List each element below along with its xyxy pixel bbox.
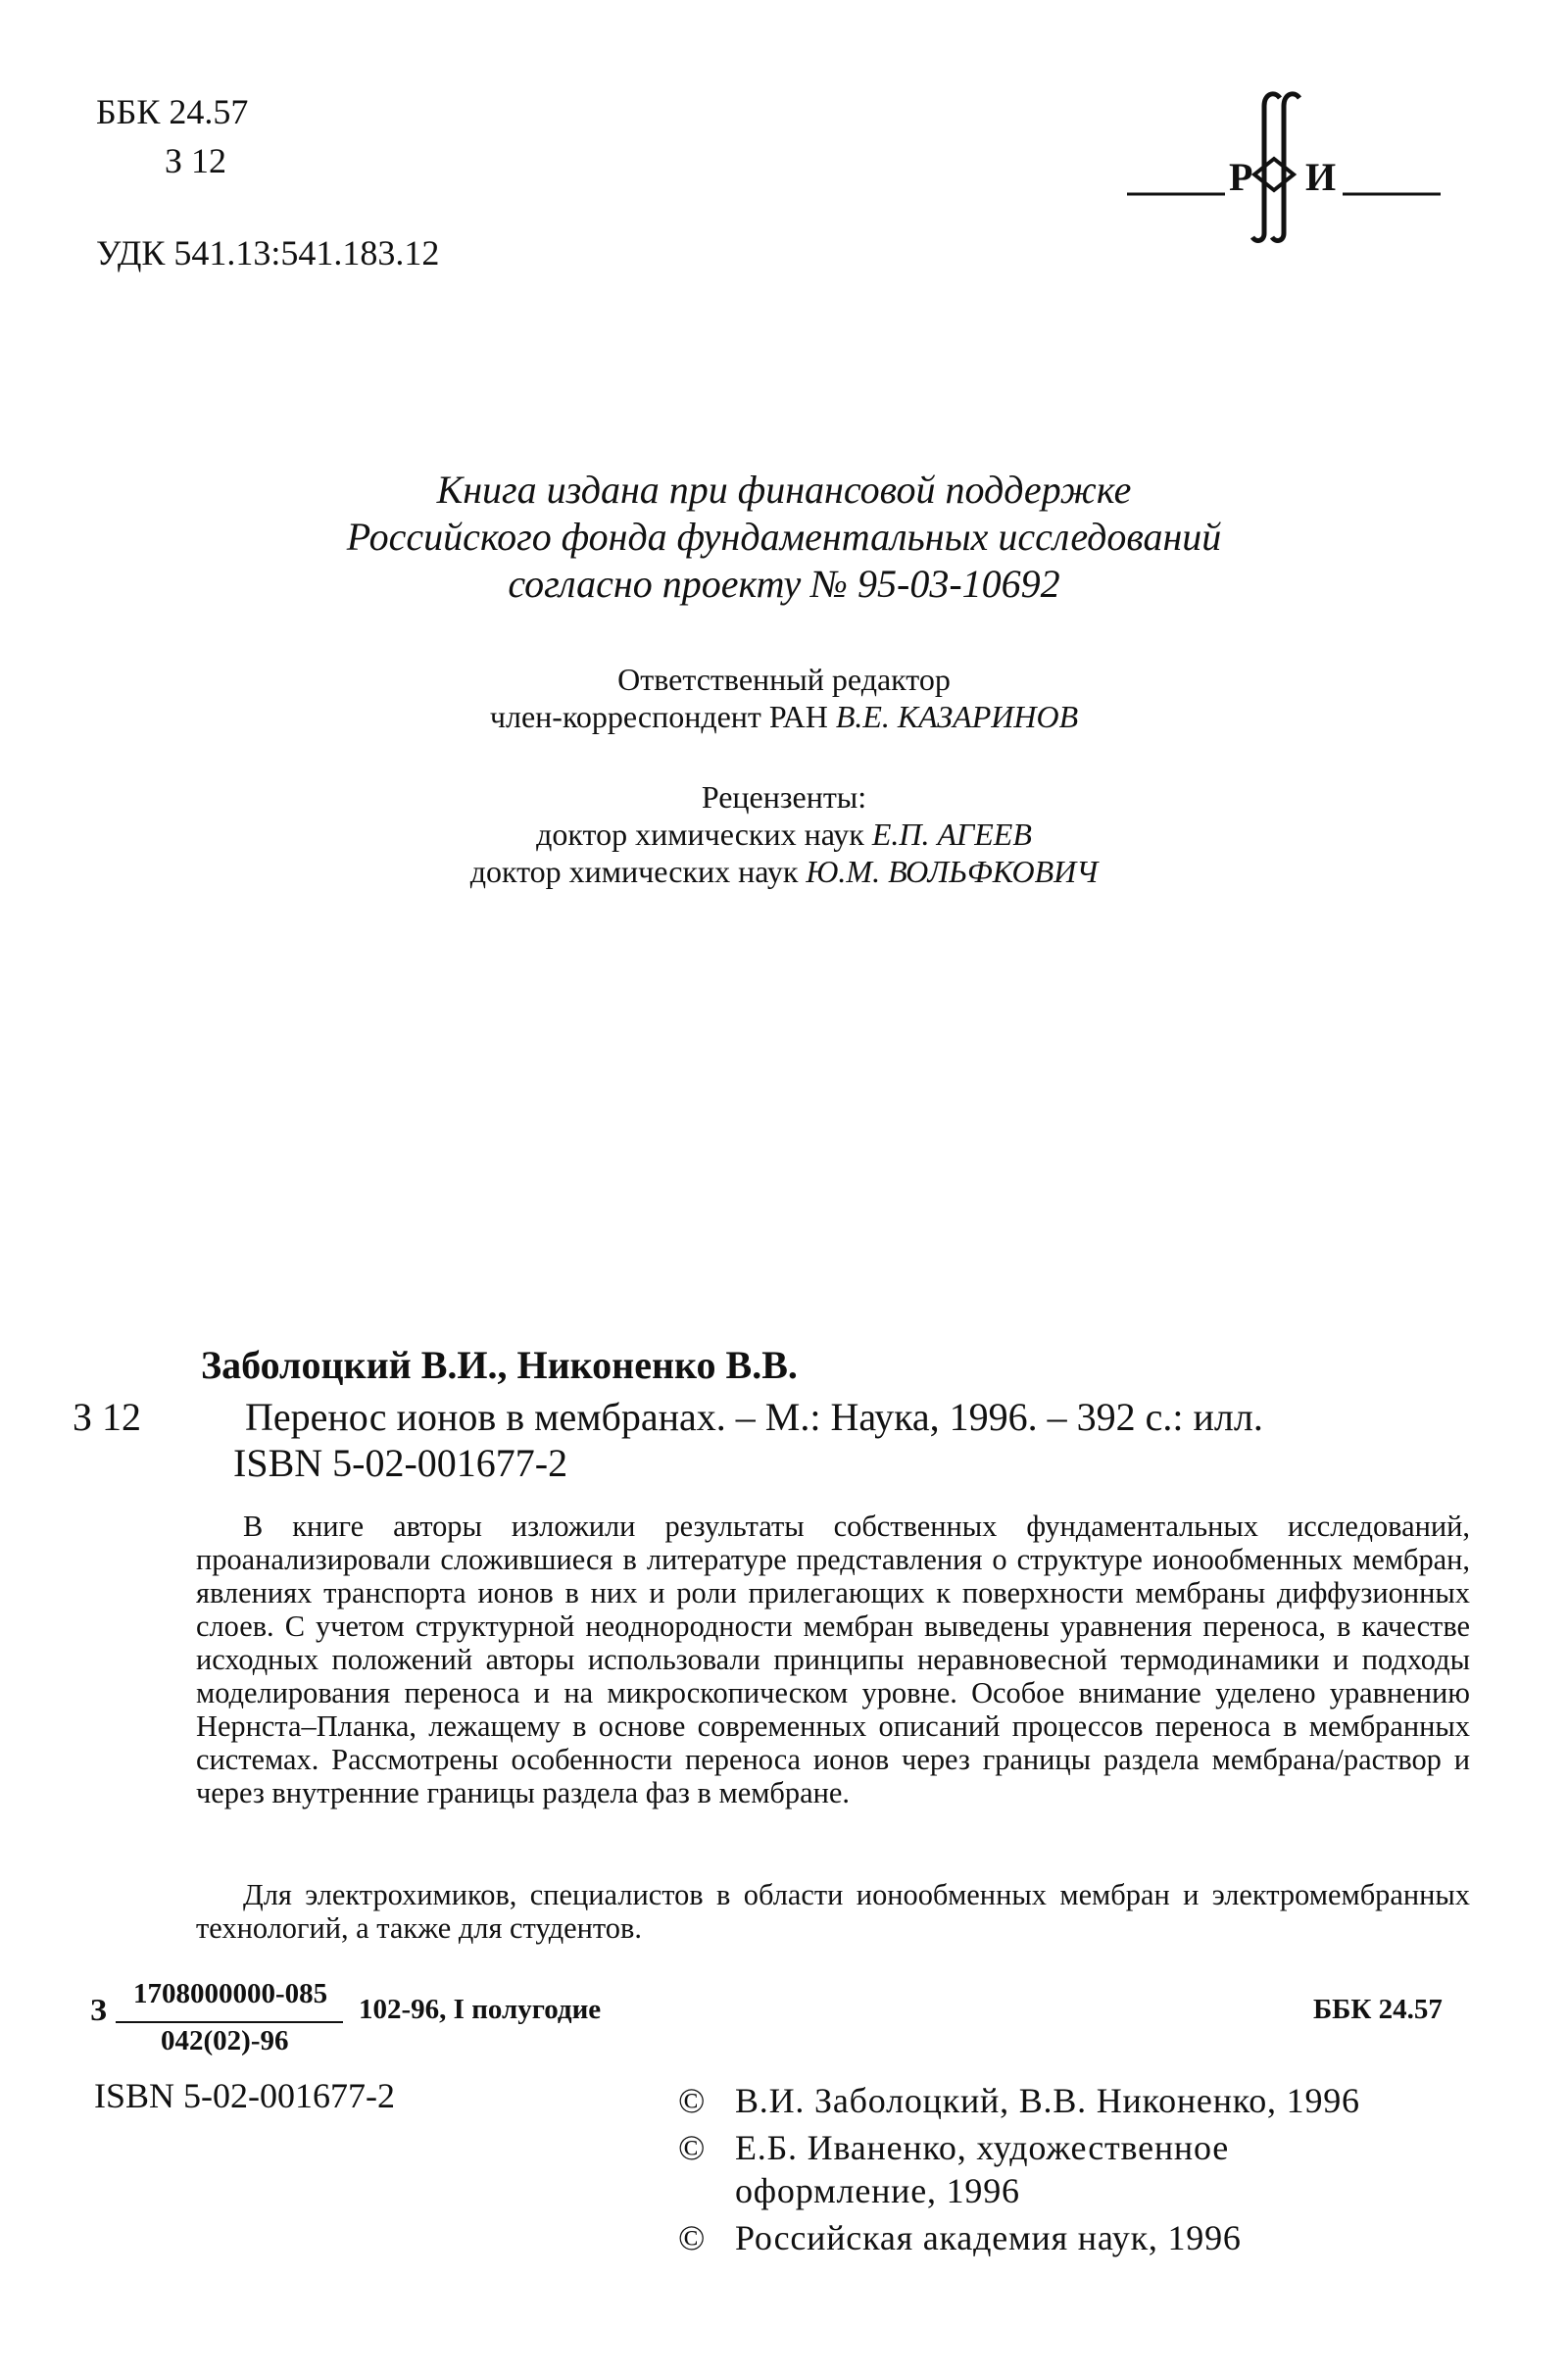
editor-block [0,661,1568,735]
imprint-suffix: 102-96, I полугодие [359,1994,602,2025]
audience-paragraph: Для электрохимиков, специалистов в области ионообменных мембран и электромембранных технологий, а также для студентов. [196,1878,1470,1945]
funding-note [0,467,1568,608]
copyright-line-continued: оформление, 1996 [735,2171,1020,2210]
editor-line [0,698,1568,735]
author-mark: З 12 [165,141,227,180]
udk-code: УДК 541.13:541.183.12 [96,233,440,272]
reviewer-name: Ю.М. ВОЛЬФКОВИЧ [806,854,1099,889]
editor-title: член-корреспондент РАН [489,699,828,734]
catalog-code: З 12 [73,1395,142,1439]
copyright-icon: © [678,2218,707,2257]
catalog-authors: Заболоцкий В.И., Никоненко В.В. [201,1343,798,1387]
reviewer-name: Е.П. АГЕЕВ [871,817,1032,852]
copyright-line: © В.И. Заболоцкий, В.В. Никоненко, 1996 [678,2081,1360,2120]
reviewer-title: доктор химических наук [536,817,864,852]
imprint-denominator: 042(02)-96 [161,2025,289,2056]
editor-name: В.Е. КАЗАРИНОВ [835,699,1079,734]
copyright-line: © Е.Б. Иваненко, художественное [678,2128,1230,2167]
logo-ff-glyph [1252,94,1299,241]
abstract-paragraph: В книге авторы изложили результаты собственных фундаментальных исследований, проанализировали сложившиеся в литературе представления о структуре ионообменных мембран, явлениях транспорта ионов в них и роли прилегающих к поверхности мембраны диффузионных слоев. С учетом структурной неоднородности мембран выведены уравнения переноса, в качестве исходных положений авторы использовали принципы неравновесной термодинамики и подходы моделирования переноса и на микроскопическом уровне. Особое внимание уделено уравнению Нернста–Планка, лежащему в основе современных описаний процессов переноса в мембранных системах. Рассмотрены особенности переноса ионов через границы раздела мембрана/раствор и через внутренние границы раздела фаз в мембране. [196,1510,1470,1809]
funding-line: Российского фонда фундаментальных исследований [346,515,1222,559]
editor-label: Ответственный редактор [617,662,951,697]
imprint-bbk: ББК 24.57 [1313,1994,1443,2025]
copyright-icon: © [678,2128,707,2167]
logo-letter-left: Р [1229,155,1253,199]
bbk-code: ББК 24.57 [96,92,249,131]
catalog-isbn: ISBN 5-02-001677-2 [233,1441,568,1485]
copyright-icon: © [678,2081,707,2120]
reviewer-line [0,816,1568,853]
funding-line: Книга издана при финансовой поддержке [436,468,1132,512]
reviewer-title: доктор химических наук [469,854,799,889]
imprint-numerator: 1708000000-085 [133,1978,328,2009]
reviewer-line [0,853,1568,890]
reviewers-label: Рецензенты: [701,779,867,815]
funding-line: согласно проекту № 95-03-10692 [508,562,1060,606]
catalog-title: Перенос ионов в мембранах. – М.: Наука, 1996. – 392 с.: илл. [245,1395,1263,1439]
logo-diamond [1254,159,1294,190]
copyright-line: © Российская академия наук, 1996 [678,2218,1242,2257]
footer-isbn: ISBN 5-02-001677-2 [94,2076,395,2115]
rffi-logo [1117,86,1450,243]
imprint-prefix: З [90,1992,107,2027]
reviewers-block [0,778,1568,890]
fraction-bar [116,2021,343,2023]
logo-letter-right: И [1305,155,1337,199]
